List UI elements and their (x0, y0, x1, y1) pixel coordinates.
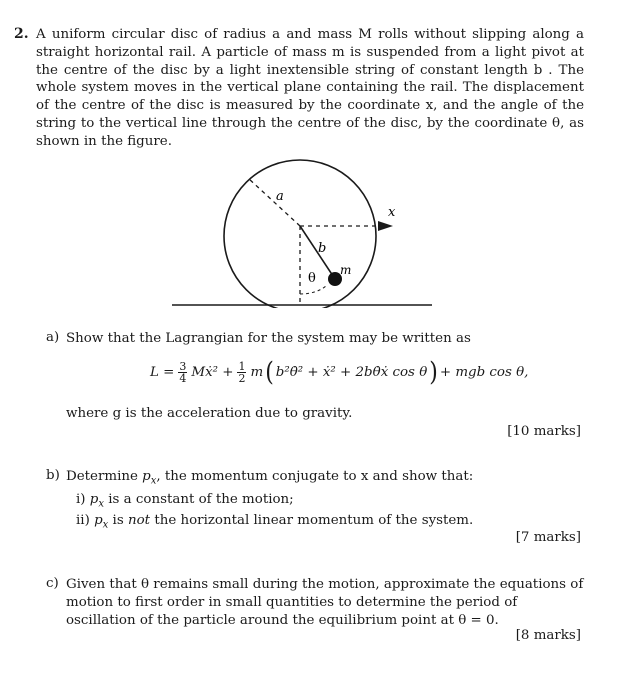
frac1-den: 4 (179, 372, 187, 385)
p-letter: p (142, 469, 151, 484)
eq-term1: Mẋ² + (191, 365, 234, 380)
label-theta: θ (308, 271, 316, 286)
eq-inner: b²θ̇² + ẋ² + 2bθ̇ẋ cos θ (275, 365, 428, 380)
frac-three-quarters (178, 361, 187, 384)
part-b-post: , the momentum conjugate to x and show that: (156, 469, 474, 484)
item-ii-not: not (127, 513, 151, 528)
part-a-marks: [10 marks] (507, 424, 581, 439)
item-i-text: is a constant of the motion; (108, 492, 294, 507)
item-i-p: p (89, 492, 99, 507)
x-arrow-head (378, 221, 393, 231)
paren-open: ( (265, 357, 274, 388)
part-b-item-ii (76, 513, 473, 531)
px-symbol (142, 469, 157, 487)
frac-one-half (237, 361, 246, 384)
part-b-marks: [7 marks] (515, 530, 581, 545)
eq-lhs: L = (150, 365, 175, 380)
item-i-label: i) (76, 492, 86, 507)
question-text: A uniform circular disc of radius a and mass M rolls without slipping along a straight horizontal rail. A particle of mass m is suspended from a light pivot at the centre of the disc by a light inextensible string of constant length b . The whole system moves in the vertical plane containing the rail. The displacement of the centre of the disc is measured by the coordinate x, and the angle of the string to the vertical line through the centre of the disc, by the coordinate θ, as shown in the figure. (36, 27, 584, 149)
item-ii-label: ii) (76, 513, 90, 528)
paren-close: ) (429, 357, 438, 388)
question-number: 2. (14, 26, 29, 42)
item-ii-p: p (94, 513, 103, 528)
eq-tail: + mgb cos θ, (439, 365, 529, 380)
theta-arc (300, 286, 326, 294)
item-i-sub: x (98, 498, 104, 510)
item-ii-sub: x (102, 519, 109, 531)
label-a: a (276, 189, 284, 204)
part-b-pre: Determine (66, 469, 138, 484)
part-c-label: c) (46, 576, 59, 591)
part-b-label: b) (46, 468, 60, 483)
eq-term2: m (250, 365, 264, 380)
radius-line (248, 178, 300, 226)
frac1-num: 3 (179, 360, 187, 373)
label-m: m (340, 263, 352, 277)
part-a-after: where g is the acceleration due to gravity. (66, 406, 353, 421)
label-b: b (318, 241, 327, 256)
frac2-num: 1 (238, 360, 246, 373)
item-ii-post: the horizontal linear momentum of the system. (154, 513, 474, 528)
disc-figure (168, 158, 436, 308)
part-b-item-i (76, 492, 294, 510)
lagrangian-equation (150, 357, 529, 388)
p-sub: x (150, 475, 157, 487)
frac2-den: 2 (238, 372, 246, 385)
string-line (300, 226, 333, 276)
part-a-intro: Show that the Lagrangian for the system may be written as (66, 331, 471, 346)
part-b-intro (66, 468, 586, 491)
part-a-label: a) (46, 330, 60, 345)
part-c-marks: [8 marks] (515, 628, 581, 643)
part-c-text: Given that θ remains small during the motion, approximate the equations of motion to first order in small quantities to determine the period of oscillation of the particle around the equilibrium point at θ = 0. (66, 577, 584, 628)
item-ii-pre: is (112, 513, 124, 528)
label-x: x (388, 205, 396, 220)
